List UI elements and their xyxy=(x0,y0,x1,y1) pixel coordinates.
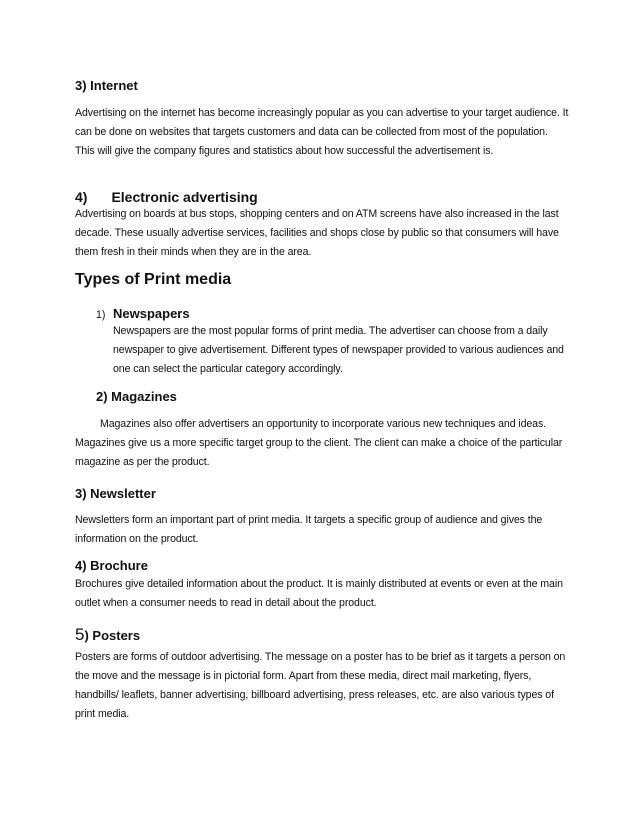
electronic-heading-text: Electronic advertising xyxy=(111,189,258,205)
electronic-heading-number: 4) xyxy=(75,189,88,205)
posters-heading-text: ) Posters xyxy=(84,628,141,643)
magazines-paragraph: Magazines also offer advertisers an opportunity to incorporate various new techniques and ideas. Magazines give us a more specific target group to the client. The client can make a choice of the particular magazine as per the product. xyxy=(75,418,563,468)
newspapers-paragraph: Newspapers are the most popular forms of print media. The advertiser can choose from a daily newspaper to give advertisement. Different types of newspaper provided to various audiences and one can select the particular category accordingly. xyxy=(113,325,564,375)
electronic-paragraph: Advertising on boards at bus stops, shopping centers and on ATM screens have also increased in the last decade. These usually advertise services, facilities and shops close by public so that consumers will have them fresh in their minds when they are in the area. xyxy=(75,208,559,258)
posters-heading-number: 5 xyxy=(75,625,85,644)
print-media-heading: Types of Print media xyxy=(75,271,232,288)
internet-paragraph: Advertising on the internet has become increasingly popular as you can advertise to your target audience. It can be done on websites that targets customers and data can be collected from most of the population. This will give the company figures and statistics about how successful the advertisement is. xyxy=(75,107,569,157)
internet-heading: 3) Internet xyxy=(75,78,138,93)
posters-paragraph: Posters are forms of outdoor advertising. The message on a poster has to be brief as it targets a person on the move and the message is in pictorial form. Apart from these media, direct mail marketing, flyers, handbills/ leaflets, banner advertising, billboard advertising, press releases, etc. are also various types of print media. xyxy=(75,651,566,720)
brochure-paragraph: Brochures give detailed information about the product. It is mainly distributed at events or even at the main outlet when a consumer needs to read in detail about the product. xyxy=(75,578,563,609)
brochure-heading: 4) Brochure xyxy=(75,558,148,573)
newsletter-heading: 3) Newsletter xyxy=(75,486,156,501)
posters-heading xyxy=(75,627,570,644)
magazines-heading: 2) Magazines xyxy=(96,389,177,404)
newspapers-heading: Newspapers xyxy=(113,306,190,321)
newspapers-number: 1) xyxy=(96,309,106,321)
electronic-heading xyxy=(75,189,570,205)
newsletter-paragraph: Newsletters form an important part of print media. It targets a specific group of audience and gives the information on the product. xyxy=(75,514,543,545)
